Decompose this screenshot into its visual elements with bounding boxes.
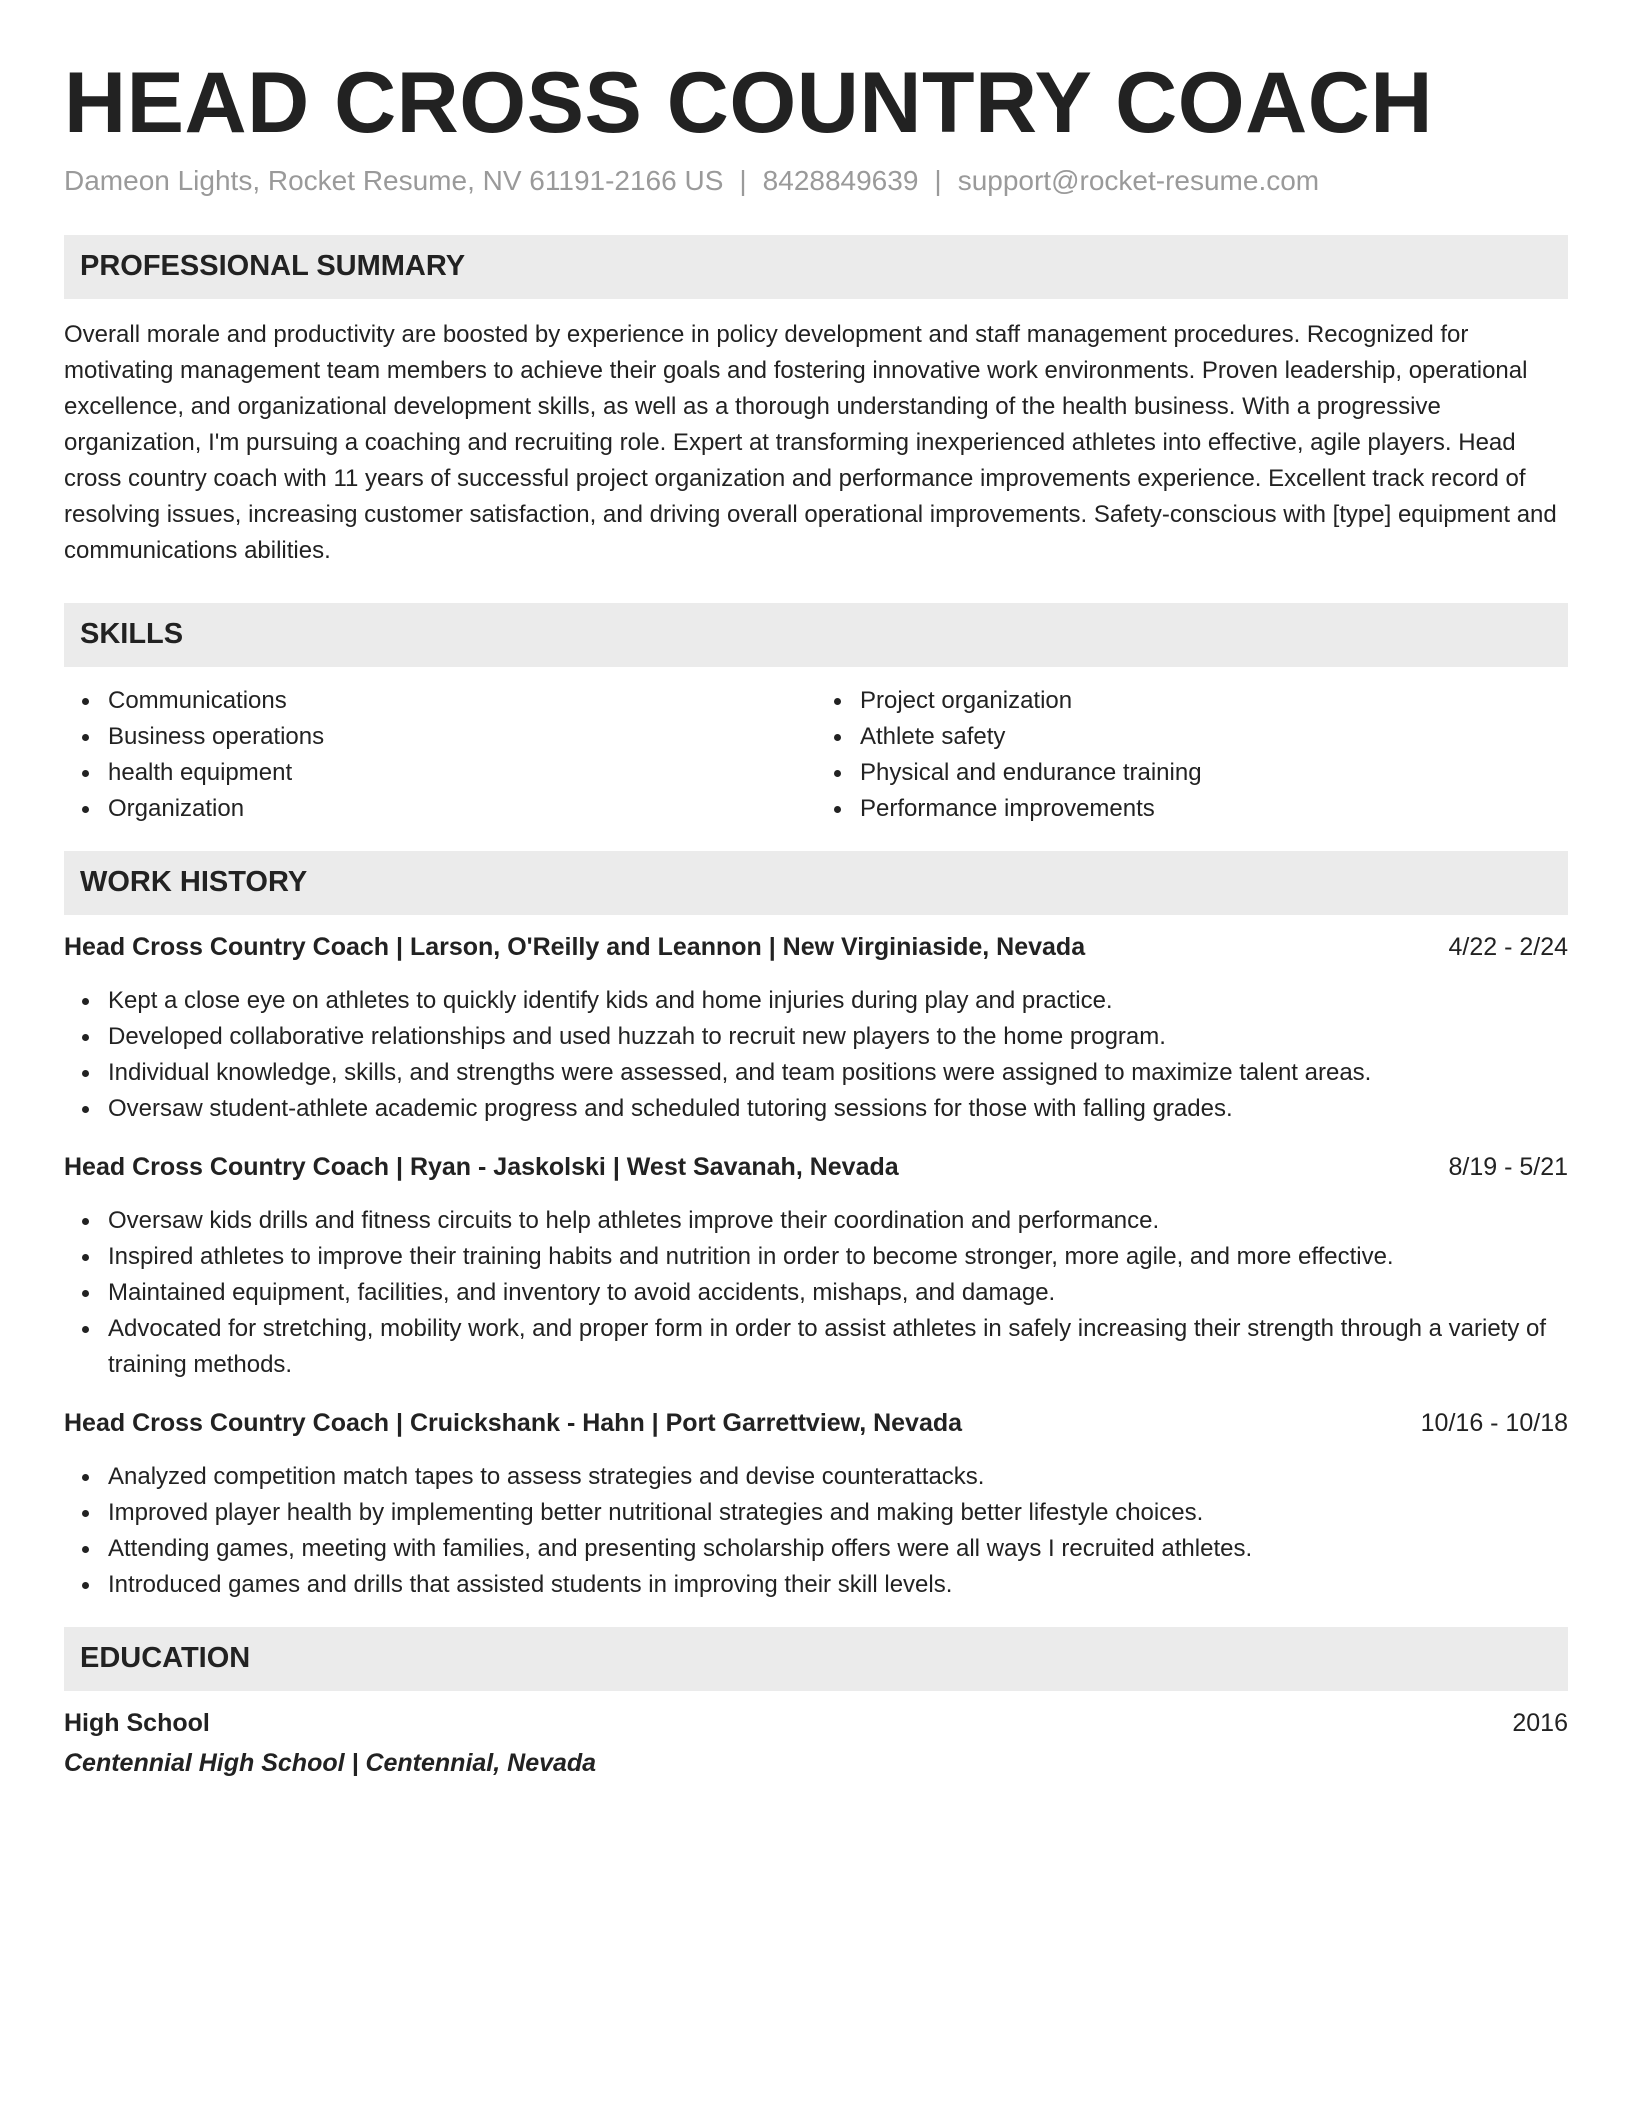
- contact-line: [64, 165, 1568, 197]
- contact-email: support@rocket-resume.com: [957, 164, 1320, 196]
- education-year: 2016: [1512, 1708, 1568, 1737]
- skills-column-left: [64, 683, 816, 827]
- contact-phone: 8428849639: [762, 164, 919, 196]
- job-bullet: Attending games, meeting with families, and presenting scholarship offers were all ways I recruited athletes.: [108, 1531, 1568, 1567]
- job-bullet: Inspired athletes to improve their training habits and nutrition in order to become stronger, more agile, and more effective.: [108, 1239, 1568, 1275]
- job-bullet: Oversaw student-athlete academic progress and scheduled tutoring sessions for those with falling grades.: [108, 1091, 1568, 1127]
- contact-separator: |: [739, 164, 747, 196]
- skill-item: Physical and endurance training: [860, 755, 1568, 791]
- job-bullet: Introduced games and drills that assisted students in improving their skill levels.: [108, 1567, 1568, 1603]
- job-bullets: [64, 983, 1568, 1127]
- resume-name: HEAD CROSS COUNTRY COACH: [64, 55, 1433, 151]
- job-dates: 4/22 - 2/24: [1448, 932, 1568, 961]
- education-school: Centennial High School | Centennial, Nevada: [64, 1748, 597, 1777]
- section-header-education: EDUCATION: [64, 1627, 1568, 1691]
- section-header-skills: SKILLS: [64, 603, 1568, 667]
- contact-address: Dameon Lights, Rocket Resume, NV 61191-2166 US: [64, 164, 724, 196]
- job-bullet: Developed collaborative relationships and used huzzah to recruit new players to the home program.: [108, 1019, 1568, 1055]
- skill-item: Project organization: [860, 683, 1568, 719]
- skill-item: Performance improvements: [860, 791, 1568, 827]
- education-degree: High School: [64, 1708, 210, 1737]
- job-heading: Head Cross Country Coach | Ryan - Jaskolski | West Savanah, Nevada: [64, 1152, 899, 1181]
- job-heading: Head Cross Country Coach | Cruickshank - Hahn | Port Garrettview, Nevada: [64, 1408, 963, 1437]
- contact-separator: |: [934, 164, 942, 196]
- job-bullet: Individual knowledge, skills, and strengths were assessed, and team positions were assigned to maximize talent areas.: [108, 1055, 1568, 1091]
- job-entry: [64, 1149, 1568, 1383]
- skill-item: Athlete safety: [860, 719, 1568, 755]
- education-entry: [64, 1705, 1568, 1781]
- job-entry: [64, 929, 1568, 1127]
- job-bullet: Improved player health by implementing better nutritional strategies and making better lifestyle choices.: [108, 1495, 1568, 1531]
- skill-item: Organization: [108, 791, 816, 827]
- job-bullet: Oversaw kids drills and fitness circuits to help athletes improve their coordination and performance.: [108, 1203, 1568, 1239]
- skill-item: Business operations: [108, 719, 816, 755]
- job-heading: Head Cross Country Coach | Larson, O'Reilly and Leannon | New Virginiaside, Nevada: [64, 932, 1086, 961]
- job-dates: 8/19 - 5/21: [1448, 1152, 1568, 1181]
- job-bullet: Advocated for stretching, mobility work, and proper form in order to assist athletes in safely increasing their strength through a variety of training methods.: [108, 1311, 1568, 1383]
- job-bullets: [64, 1459, 1568, 1603]
- skills-column-right: [816, 683, 1568, 827]
- job-bullets: [64, 1203, 1568, 1383]
- job-bullet: Analyzed competition match tapes to assess strategies and devise counterattacks.: [108, 1459, 1568, 1495]
- job-dates: 10/16 - 10/18: [1420, 1408, 1568, 1437]
- job-entry: [64, 1405, 1568, 1603]
- job-bullet: Maintained equipment, facilities, and inventory to avoid accidents, mishaps, and damage.: [108, 1275, 1568, 1311]
- skill-item: Communications: [108, 683, 816, 719]
- section-header-work: WORK HISTORY: [64, 851, 1568, 915]
- skill-item: health equipment: [108, 755, 816, 791]
- summary-text: Overall morale and productivity are boosted by experience in policy development and staff management procedures. Recognized for motivating management team members to achieve their goals and fostering innovative work environments. Proven leadership, operational excellence, and organizational development skills, as well as a thorough understanding of the health business. With a progressive organization, I'm pursuing a coaching and recruiting role. Expert at transforming inexperienced athletes into effective, agile players. Head cross country coach with 11 years of successful project organization and performance improvements experience. Excellent track record of resolving issues, increasing customer satisfaction, and driving overall operational improvements. Safety-conscious with [type] equipment and communications abilities.: [64, 320, 1557, 564]
- section-header-summary: PROFESSIONAL SUMMARY: [64, 235, 1568, 299]
- job-bullet: Kept a close eye on athletes to quickly identify kids and home injuries during play and practice.: [108, 983, 1568, 1019]
- skills-list: [64, 683, 1568, 827]
